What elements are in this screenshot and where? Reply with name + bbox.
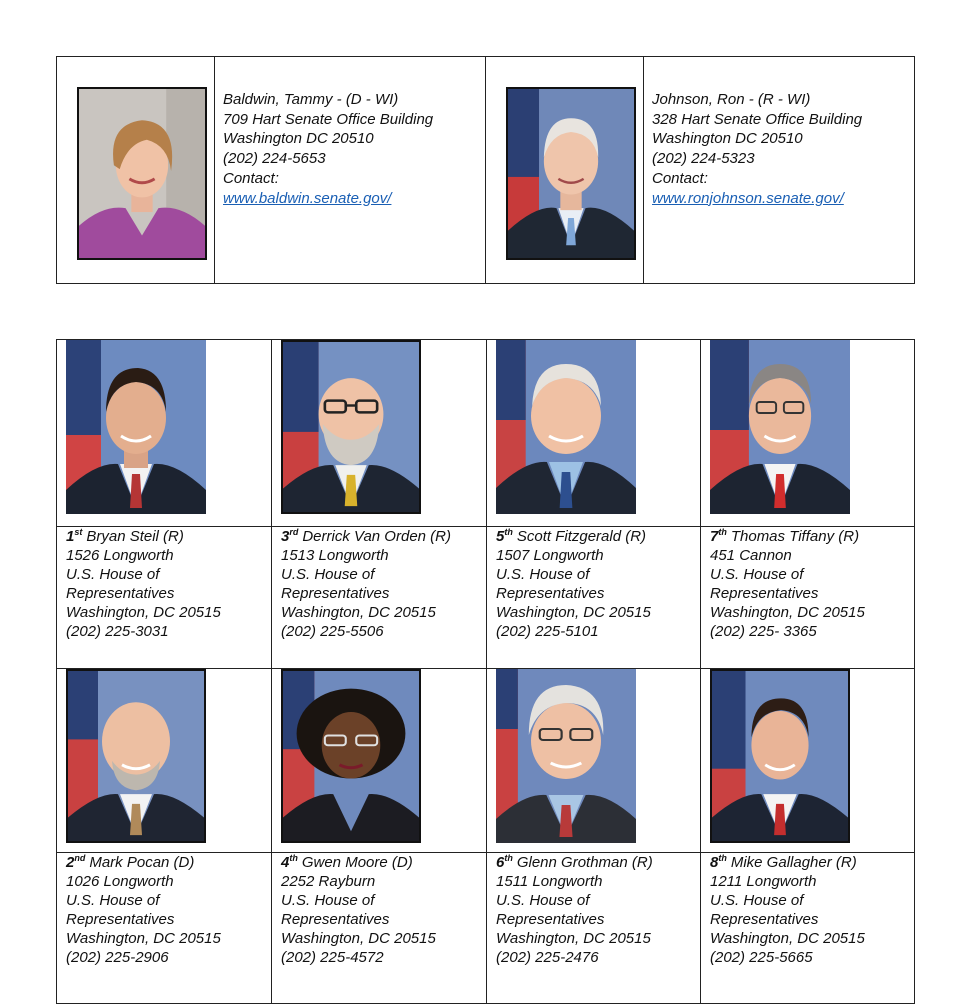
rep-photo-cell	[701, 669, 914, 853]
rep-photo-steil	[66, 340, 206, 514]
senator-info-johnson	[644, 57, 914, 208]
rep-office: 1511 Longworth	[496, 873, 603, 890]
rep-info-grothman	[487, 853, 700, 967]
senator-info-cell	[215, 57, 486, 283]
district-number: 6	[496, 854, 505, 871]
rep-house-line2: Representatives	[710, 911, 819, 928]
district-suffix: st	[74, 527, 83, 537]
rep-phone: (202) 225-2476	[496, 949, 599, 966]
senator-website-link[interactable]: www.baldwin.senate.gov/	[223, 189, 392, 207]
senator-info-cell	[644, 57, 914, 283]
senators-table	[56, 56, 915, 284]
rep-house-line1: U.S. House of	[281, 566, 375, 583]
rep-photo-cell	[701, 340, 914, 527]
district-suffix: nd	[74, 853, 86, 863]
rep-info-cell	[487, 853, 701, 1003]
rep-info-gallagher	[701, 853, 914, 967]
rep-info-cell	[57, 853, 272, 1003]
rep-info-steil	[57, 527, 271, 641]
rep-city: Washington, DC 20515	[281, 604, 436, 621]
senator-address: 328 Hart Senate Office Building	[652, 110, 863, 128]
rep-house-line1: U.S. House of	[710, 566, 804, 583]
rep-office: 1513 Longworth	[281, 547, 389, 564]
rep-house-line1: U.S. House of	[496, 566, 590, 583]
district-suffix: th	[504, 853, 513, 863]
senator-website-link[interactable]: www.ronjohnson.senate.gov/	[652, 189, 844, 207]
rep-photo-cell	[487, 669, 701, 853]
senator-address: 709 Hart Senate Office Building	[223, 110, 434, 128]
rep-city: Washington, DC 20515	[496, 930, 651, 947]
senator-photo-johnson	[506, 87, 636, 260]
rep-name: Bryan Steil (R)	[86, 528, 184, 545]
rep-city: Washington, DC 20515	[710, 604, 865, 621]
rep-office: 1026 Longworth	[66, 873, 174, 890]
rep-house-line1: U.S. House of	[710, 892, 804, 909]
senator-city: Washington DC 20510	[652, 130, 803, 148]
rep-house-line2: Representatives	[66, 911, 175, 928]
rep-house-line2: Representatives	[710, 585, 819, 602]
rep-name: Mike Gallagher (R)	[730, 854, 857, 871]
rep-house-line2: Representatives	[66, 585, 175, 602]
rep-name: Mark Pocan (D)	[89, 854, 195, 871]
rep-info-fitzgerald	[487, 527, 700, 641]
rep-info-moore	[272, 853, 486, 967]
district-suffix: th	[718, 527, 727, 537]
rep-house-line1: U.S. House of	[281, 892, 375, 909]
senator-photo-cell	[57, 57, 215, 283]
rep-house-line1: U.S. House of	[66, 892, 160, 909]
district-number: 2	[66, 854, 75, 871]
senator-contact-label: Contact:	[652, 169, 708, 187]
rep-house-line2: Representatives	[496, 585, 605, 602]
rep-house-line2: Representatives	[281, 911, 390, 928]
rep-photo-pocan	[66, 669, 206, 843]
rep-phone: (202) 225-3031	[66, 623, 169, 640]
senator-name: Johnson, Ron - (R - WI)	[652, 91, 811, 108]
rep-info-cell	[272, 527, 487, 669]
rep-photo-tiffany	[710, 340, 850, 514]
rep-name: Gwen Moore (D)	[301, 854, 413, 871]
senator-photo-cell	[486, 57, 644, 283]
rep-info-cell	[701, 853, 914, 1003]
rep-house-line2: Representatives	[281, 585, 390, 602]
rep-photo-cell	[57, 340, 272, 527]
rep-photo-moore	[281, 669, 421, 843]
rep-info-pocan	[57, 853, 271, 967]
rep-photo-grothman	[496, 669, 636, 843]
rep-photo-cell	[57, 669, 272, 853]
rep-info-cell	[272, 853, 487, 1003]
rep-name: Scott Fitzgerald (R)	[516, 528, 647, 545]
district-number: 7	[710, 528, 719, 545]
district-number: 4	[281, 854, 290, 871]
rep-photo-cell	[272, 669, 487, 853]
rep-office: 1507 Longworth	[496, 547, 604, 564]
rep-house-line1: U.S. House of	[496, 892, 590, 909]
rep-photo-van-orden	[281, 340, 421, 514]
rep-house-line2: Representatives	[496, 911, 605, 928]
rep-city: Washington, DC 20515	[66, 930, 221, 947]
rep-city: Washington, DC 20515	[496, 604, 651, 621]
rep-name: Derrick Van Orden (R)	[302, 528, 451, 545]
rep-info-cell	[57, 527, 272, 669]
district-suffix: rd	[289, 527, 299, 537]
rep-office: 2252 Rayburn	[281, 873, 376, 890]
rep-phone: (202) 225-5506	[281, 623, 384, 640]
senator-name: Baldwin, Tammy - (D - WI)	[223, 91, 399, 108]
rep-phone: (202) 225-5101	[496, 623, 599, 640]
rep-phone: (202) 225-2906	[66, 949, 169, 966]
rep-photo-cell	[272, 340, 487, 527]
rep-info-van-orden	[272, 527, 486, 641]
district-number: 3	[281, 528, 290, 545]
district-suffix: th	[504, 527, 513, 537]
rep-photo-fitzgerald	[496, 340, 636, 514]
senator-phone: (202) 224-5653	[223, 150, 326, 168]
rep-info-cell	[701, 527, 914, 669]
representatives-table	[56, 339, 915, 1004]
district-number: 1	[66, 528, 75, 545]
rep-phone: (202) 225-5665	[710, 949, 813, 966]
rep-phone: (202) 225- 3365	[710, 623, 817, 640]
senator-phone: (202) 224-5323	[652, 150, 755, 168]
rep-city: Washington, DC 20515	[710, 930, 865, 947]
rep-info-tiffany	[701, 527, 914, 641]
senator-photo-baldwin	[77, 87, 207, 260]
rep-office: 1526 Longworth	[66, 547, 174, 564]
rep-office: 451 Cannon	[710, 547, 792, 564]
rep-photo-cell	[487, 340, 701, 527]
rep-name: Thomas Tiffany (R)	[730, 528, 860, 545]
district-number: 8	[710, 854, 719, 871]
rep-info-cell	[487, 527, 701, 669]
district-number: 5	[496, 528, 505, 545]
rep-name: Glenn Grothman (R)	[516, 854, 653, 871]
rep-house-line1: U.S. House of	[66, 566, 160, 583]
rep-city: Washington, DC 20515	[66, 604, 221, 621]
rep-photo-gallagher	[710, 669, 850, 843]
senator-contact-label: Contact:	[223, 169, 279, 187]
district-suffix: th	[289, 853, 298, 863]
senator-city: Washington DC 20510	[223, 130, 374, 148]
rep-city: Washington, DC 20515	[281, 930, 436, 947]
rep-phone: (202) 225-4572	[281, 949, 384, 966]
rep-office: 1211 Longworth	[710, 873, 817, 890]
senator-info-baldwin	[215, 57, 485, 208]
district-suffix: th	[718, 853, 727, 863]
